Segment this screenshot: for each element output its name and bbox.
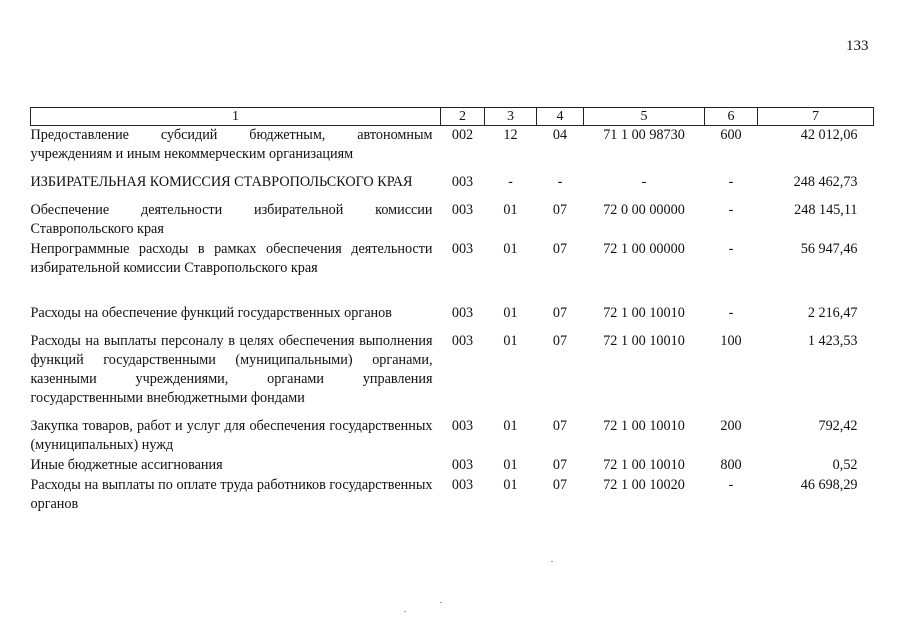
budget-table [30,107,874,514]
ministry-code: 002 [451,127,474,143]
expense-type-code: - [728,202,734,218]
target-article-code: 72 1 00 00000 [603,241,685,257]
target-article-code: 72 1 00 10010 [603,457,685,473]
subsection-code: 04 [552,127,568,143]
ministry-code: 003 [451,333,474,349]
expense-type-code: 800 [720,457,742,473]
item-name: Непрограммные расходы в рамках обеспечения деятельности избирательной комиссии Ставропольского края [30,241,433,276]
table-row [31,126,874,174]
scan-speck [404,611,406,612]
section-code: 01 [503,477,518,493]
amount: 248 462,73 [793,174,858,190]
column-header: 6 [705,108,758,126]
section-code: - [508,174,513,190]
expense-type-code: - [728,477,734,493]
subsection-code: 07 [552,418,568,434]
target-article-code: 72 1 00 10010 [603,305,685,321]
section-code: 01 [503,305,518,321]
section-code: 01 [503,202,518,218]
column-header: 5 [584,108,705,126]
column-header: 7 [758,108,874,126]
item-name: Предоставление субсидий бюджетным, автономным учреждениям и иным некоммерческим организациям [30,127,433,162]
subsection-code: 07 [552,477,568,493]
amount: 248 145,11 [794,202,858,218]
section-code: 01 [503,418,518,434]
subsection-code: - [557,174,563,190]
expense-type-code: 600 [720,127,742,143]
item-name: ИЗБИРАТЕЛЬНАЯ КОМИССИЯ СТАВРОПОЛЬСКОГО КРАЯ [30,174,413,190]
subsection-code: 07 [552,457,568,473]
table-row [31,201,874,240]
table-row [31,173,874,201]
column-header: 1 [31,108,441,126]
page-number: 133 [846,38,869,54]
amount: 46 698,29 [800,477,858,493]
ministry-code: 003 [451,241,474,257]
scan-speck [551,561,553,562]
item-name: Обеспечение деятельности избирательной комиссии Ставропольского края [30,202,433,237]
ministry-code: 003 [451,418,474,434]
target-article-code: 72 0 00 00000 [603,202,685,218]
table-row [31,456,874,476]
section-code: 01 [503,333,518,349]
section-code: 01 [503,241,518,257]
expense-type-code: - [728,241,734,257]
amount: 56 947,46 [800,241,858,257]
item-name: Иные бюджетные ассигнования [30,457,223,473]
item-name: Расходы на обеспечение функций государственных органов [30,305,392,321]
ministry-code: 003 [451,305,474,321]
expense-type-code: 200 [720,418,742,434]
column-header: 4 [537,108,584,126]
item-name: Расходы на выплаты по оплате труда работников государственных органов [30,477,433,512]
ministry-code: 003 [451,174,474,190]
expense-type-code: - [728,305,734,321]
table-row [31,417,874,456]
amount: 0,52 [832,457,858,473]
column-header: 2 [441,108,485,126]
amount: 1 423,53 [807,333,858,349]
scan-speck [440,602,442,603]
amount: 792,42 [818,418,858,434]
ministry-code: 003 [451,457,474,473]
subsection-code: 07 [552,333,568,349]
section-code: 01 [503,457,518,473]
item-name: Расходы на выплаты персоналу в целях обеспечения выполнения функций государственными (муниципальными) органами, казенными учреждениями, органами управления государственными внебюджетными фондами [30,333,433,406]
ministry-code: 003 [451,477,474,493]
section-code: 12 [503,127,518,143]
target-article-code: 72 1 00 10020 [603,477,685,493]
subsection-code: 07 [552,241,568,257]
subsection-code: 07 [552,305,568,321]
item-name: Закупка товаров, работ и услуг для обеспечения государственных (муниципальных) нужд [30,418,433,453]
expense-type-code: - [728,174,734,190]
table-row [31,304,874,332]
target-article-code: - [641,174,647,190]
table-row [31,240,874,304]
amount: 2 216,47 [807,305,858,321]
table-header-row [31,108,874,126]
table-row [31,332,874,417]
expense-type-code: 100 [720,333,742,349]
target-article-code: 71 1 00 98730 [603,127,685,143]
target-article-code: 72 1 00 10010 [603,418,685,434]
target-article-code: 72 1 00 10010 [603,333,685,349]
amount: 42 012,06 [800,127,858,143]
ministry-code: 003 [451,202,474,218]
table-row [31,476,874,514]
column-header: 3 [485,108,537,126]
subsection-code: 07 [552,202,568,218]
